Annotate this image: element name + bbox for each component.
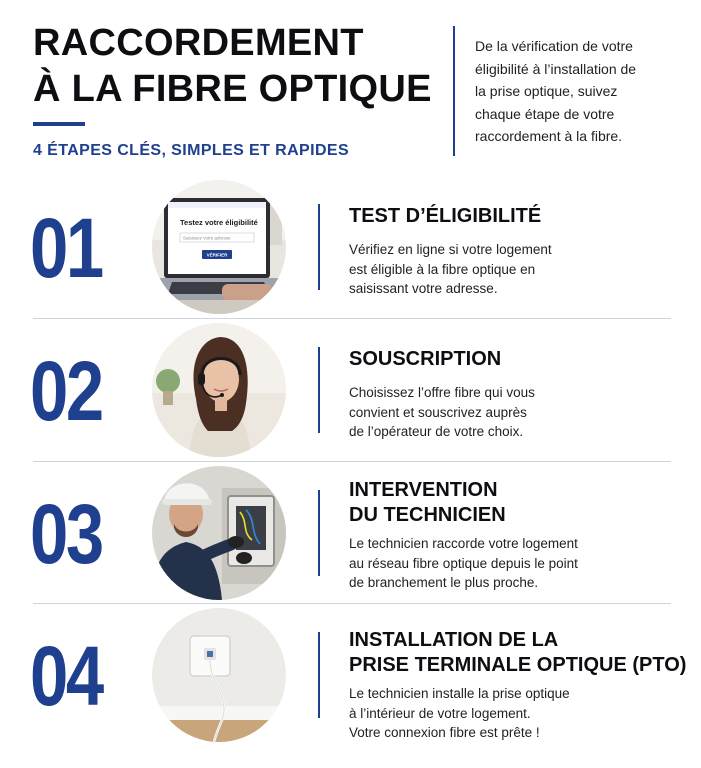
intro-line: la prise optique, suivez	[475, 83, 618, 99]
step-number: 04	[30, 629, 102, 723]
step-separator	[33, 318, 671, 319]
step-divider	[318, 632, 320, 718]
step-title-line: TEST D’ÉLIGIBILITÉ	[349, 205, 542, 227]
intro-line: raccordement à la fibre.	[475, 128, 623, 144]
step-description-line: Votre connexion fibre est prête !	[349, 725, 540, 740]
step-title	[349, 478, 506, 528]
intro-line: chaque étape de votre	[475, 105, 615, 122]
step-number: 03	[30, 487, 102, 581]
step-4	[0, 606, 701, 746]
step-title-line: PRISE TERMINALE OPTIQUE (PTO)	[349, 654, 687, 676]
step-description-line: Vérifiez en ligne si votre logement	[349, 242, 552, 257]
step-description-line: est éligible à la fibre optique en	[349, 261, 536, 277]
step-description-line: Le technicien installe la prise optique	[349, 686, 570, 701]
intro-divider	[453, 26, 455, 156]
optical-outlet-photo	[152, 608, 286, 742]
laptop-eligibility-photo	[152, 180, 286, 314]
step-divider	[318, 347, 320, 433]
screen-button: VÉRIFIER	[206, 252, 228, 258]
step-description-line: de branchement le plus proche.	[349, 575, 539, 590]
step-description-line: convient et souscrivez auprès	[349, 404, 527, 420]
screen-field: Saisissez votre adresse	[183, 235, 231, 241]
step-description-line: saisissant votre adresse.	[349, 281, 498, 296]
step-description-line: Choisissez l’offre fibre qui vous	[349, 385, 535, 400]
step-1	[0, 178, 701, 318]
step-description-line: à l’intérieur de votre logement.	[349, 705, 531, 721]
step-title	[349, 628, 686, 678]
step-description-line: de l’opérateur de votre choix.	[349, 424, 524, 439]
step-title	[349, 347, 501, 372]
page-subtitle: 4 ÉTAPES CLÉS, SIMPLES ET RAPIDES	[33, 142, 350, 159]
step-divider	[318, 490, 320, 576]
step-2	[0, 321, 701, 461]
intro-line: De la vérification de votre	[475, 38, 633, 54]
step-description	[349, 240, 552, 299]
screen-title: Testez votre éligibilité	[180, 218, 258, 227]
step-description-line: Le technicien raccorde votre logement	[349, 536, 578, 551]
step-title-line: INSTALLATION DE LA	[349, 629, 559, 651]
step-separator	[33, 461, 671, 462]
step-separator	[33, 603, 671, 604]
step-title-line: INTERVENTION	[349, 479, 498, 501]
step-description	[349, 534, 578, 593]
step-title-line: DU TECHNICIEN	[349, 504, 506, 526]
intro-text	[475, 35, 675, 148]
step-description	[349, 684, 570, 743]
step-title-line: SOUSCRIPTION	[349, 348, 502, 370]
step-description-line: au réseau fibre optique depuis le point	[349, 555, 578, 571]
page-title-line-2: À LA FIBRE OPTIQUE	[33, 68, 432, 110]
step-title	[349, 204, 541, 229]
step-number: 01	[30, 201, 102, 295]
step-divider	[318, 204, 320, 290]
intro-line: éligibilité à l’installation de	[475, 60, 637, 77]
step-number: 02	[30, 344, 102, 438]
step-3	[0, 464, 701, 604]
page-title-line-1: RACCORDEMENT	[33, 22, 364, 64]
page-title	[33, 20, 432, 112]
title-underline	[33, 122, 85, 126]
step-description	[349, 383, 535, 442]
headset-agent-photo	[152, 323, 286, 457]
technician-photo	[152, 466, 286, 600]
